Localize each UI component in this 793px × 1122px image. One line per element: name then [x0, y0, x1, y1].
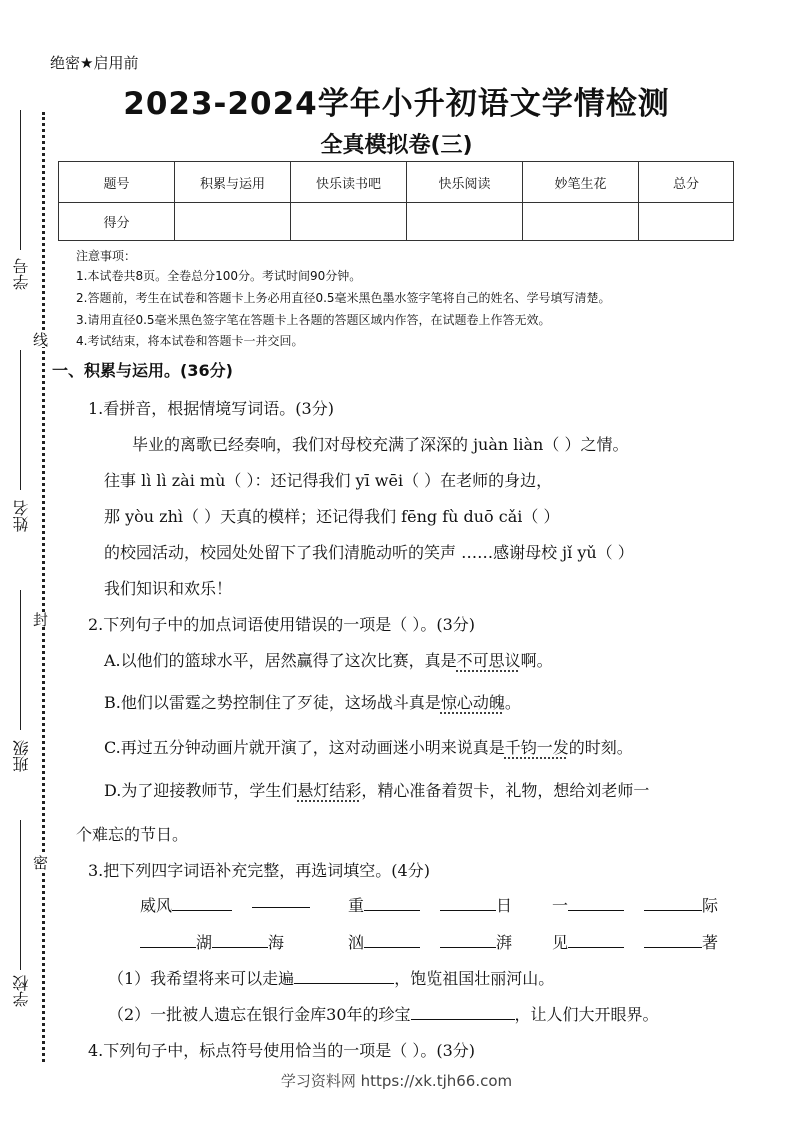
idiom-blank[interactable]	[552, 930, 624, 953]
fill-blank[interactable]	[294, 969, 394, 984]
header-cell: 积累与运用	[175, 162, 291, 203]
fill-blank[interactable]	[568, 933, 624, 948]
idiom-char: 重	[348, 896, 365, 915]
header-cell: 快乐阅读	[407, 162, 523, 203]
option-text: C.再过五分钟动画片就开演了，这对动画迷小明来说真是	[104, 738, 505, 757]
fill-blank[interactable]	[644, 896, 702, 911]
option-a[interactable]	[104, 648, 553, 671]
fill-blank[interactable]	[644, 933, 702, 948]
question-1-line: 毕业的离歌已经奏响，我们对母校充满了深深的 juàn liàn（ ）之情。	[132, 435, 629, 454]
fill-blank[interactable]	[440, 933, 496, 948]
fill-blank[interactable]	[364, 933, 420, 948]
question-1-line: 我们知识和欢乐！	[104, 579, 233, 598]
school-label: 学校	[12, 975, 31, 1007]
idiom-char: 一	[552, 896, 569, 915]
student-id-line[interactable]	[20, 110, 21, 250]
notice-title: 注意事项：	[76, 249, 137, 263]
option-b[interactable]	[104, 690, 521, 713]
option-d-continued: 个难忘的节日。	[76, 825, 189, 844]
question-1-stem: 1.看拼音，根据情境写词语。(3分)	[88, 399, 334, 418]
confidential-mark: 绝密★启用前	[50, 54, 139, 72]
header-cell: 题号	[59, 162, 175, 203]
fill-blank[interactable]	[252, 893, 310, 908]
question-2-stem: 2.下列句子中的加点词语使用错误的一项是（ ）。(3分)	[88, 615, 476, 634]
exam-title: 2023-2024学年小升初语文学情检测	[123, 86, 670, 122]
idiom-char: 湖	[196, 933, 213, 952]
header-cell: 快乐读书吧	[291, 162, 407, 203]
fill-blank[interactable]	[440, 896, 496, 911]
idiom-blank[interactable]	[644, 893, 718, 916]
option-d[interactable]	[104, 778, 649, 801]
idiom-blank[interactable]	[440, 930, 512, 953]
sentence-text: ，让人们大开眼界。	[514, 1005, 659, 1024]
dotted-word: 惊心动魄	[440, 693, 505, 712]
question-1-line: 那 yòu zhì（ ）天真的模样；还记得我们 fēng fù duō cǎi（ ）	[104, 507, 560, 526]
name-label: 姓名	[12, 500, 31, 532]
idiom-blank[interactable]	[348, 930, 420, 953]
line-mark: 线	[31, 332, 49, 347]
question-3-stem: 3.把下列四字词语补充完整，再选词填空。(4分)	[88, 861, 430, 880]
option-text: B.他们以雷霆之势控制住了歹徒，这场战斗真是	[104, 693, 441, 712]
question-1-line: 的校园活动，校园处处留下了我们清脆动听的笑声 ……感谢母校 jǐ yǔ（ ）	[104, 543, 634, 562]
score-cell[interactable]	[407, 203, 523, 241]
question-3-sentence-1	[108, 966, 554, 989]
secret-mark: 密	[31, 855, 49, 870]
idiom-blank[interactable]	[140, 893, 232, 916]
score-table	[58, 161, 734, 241]
idiom-blank[interactable]	[552, 893, 624, 916]
header-cell: 妙笔生花	[523, 162, 639, 203]
option-text: 的时刻。	[568, 738, 633, 757]
dotted-word: 千钧一发	[504, 738, 569, 757]
score-cell[interactable]	[639, 203, 734, 241]
idiom-char: 著	[702, 933, 719, 952]
score-row-label: 得分	[59, 203, 175, 241]
section-heading: 一、积累与运用。(36分)	[52, 361, 233, 380]
notice-item: 2.答题前，考生在试卷和答题卡上务必用直径0.5毫米黑色墨水签字笔将自己的姓名、学号填写清楚。	[76, 291, 611, 305]
fill-blank[interactable]	[140, 933, 196, 948]
idiom-blank[interactable]	[348, 893, 420, 916]
option-text: A.以他们的篮球水平，居然赢得了这次比赛，真是	[104, 651, 457, 670]
option-text: D.为了迎接教师节，学生们	[104, 781, 298, 800]
idiom-char: 日	[496, 896, 513, 915]
header-cell: 总分	[639, 162, 734, 203]
score-cell[interactable]	[291, 203, 407, 241]
footer-watermark: 学习资料网 https://xk.tjh66.com	[280, 1072, 513, 1090]
sentence-text: ，饱览祖国壮丽河山。	[394, 969, 555, 988]
school-line[interactable]	[20, 820, 21, 970]
exam-subtitle: 全真模拟卷(三)	[320, 133, 473, 158]
name-line[interactable]	[20, 350, 21, 490]
idiom-char: 际	[702, 896, 719, 915]
sentence-text: （2）一批被人遗忘在银行金库30年的珍宝	[108, 1005, 411, 1024]
idiom-char: 海	[268, 933, 285, 952]
fill-blank[interactable]	[172, 896, 232, 911]
score-cell[interactable]	[175, 203, 291, 241]
class-label: 班级	[12, 740, 31, 772]
seal-mark: 封	[31, 612, 49, 627]
binding-dotted-line	[42, 112, 45, 1062]
question-1-line: 往事 lì lì zài mù（ ）：还记得我们 yī wēi（ ）在老师的身边，	[104, 471, 553, 490]
dotted-word: 悬灯结彩	[297, 781, 362, 800]
notice-item: 4.考试结束，将本试卷和答题卡一并交回。	[76, 334, 304, 348]
idiom-char: 威风	[140, 896, 173, 915]
fill-blank[interactable]	[411, 1005, 515, 1020]
score-table-score-row	[59, 203, 734, 241]
question-3-sentence-2	[108, 1002, 659, 1025]
fill-blank[interactable]	[568, 896, 624, 911]
dotted-word: 不可思议	[456, 651, 521, 670]
idiom-char: 汹	[348, 933, 365, 952]
option-c[interactable]	[104, 735, 633, 758]
score-cell[interactable]	[523, 203, 639, 241]
idiom-char: 湃	[496, 933, 513, 952]
idiom-blank[interactable]	[644, 930, 718, 953]
score-table-header-row	[59, 162, 734, 203]
option-text: ，精心准备着贺卡，礼物，想给刘老师一	[361, 781, 650, 800]
fill-blank[interactable]	[364, 896, 420, 911]
idiom-blank[interactable]	[252, 893, 310, 912]
idiom-blank[interactable]	[440, 893, 512, 916]
option-text: 啊。	[520, 651, 553, 670]
idiom-blank[interactable]	[140, 930, 284, 953]
student-id-label: 学号	[12, 258, 31, 290]
sentence-text: （1）我希望将来可以走遍	[108, 969, 295, 988]
question-4-stem: 4.下列句子中，标点符号使用恰当的一项是（ ）。(3分)	[88, 1041, 476, 1060]
idiom-char: 见	[552, 933, 569, 952]
class-line[interactable]	[20, 590, 21, 730]
notice-item: 1.本试卷共8页。全卷总分100分。考试时间90分钟。	[76, 269, 362, 283]
fill-blank[interactable]	[212, 933, 268, 948]
option-text: 。	[504, 693, 521, 712]
notice-item: 3.请用直径0.5毫米黑色签字笔在答题卡上各题的答题区域内作答，在试题卷上作答无效。	[76, 313, 551, 327]
